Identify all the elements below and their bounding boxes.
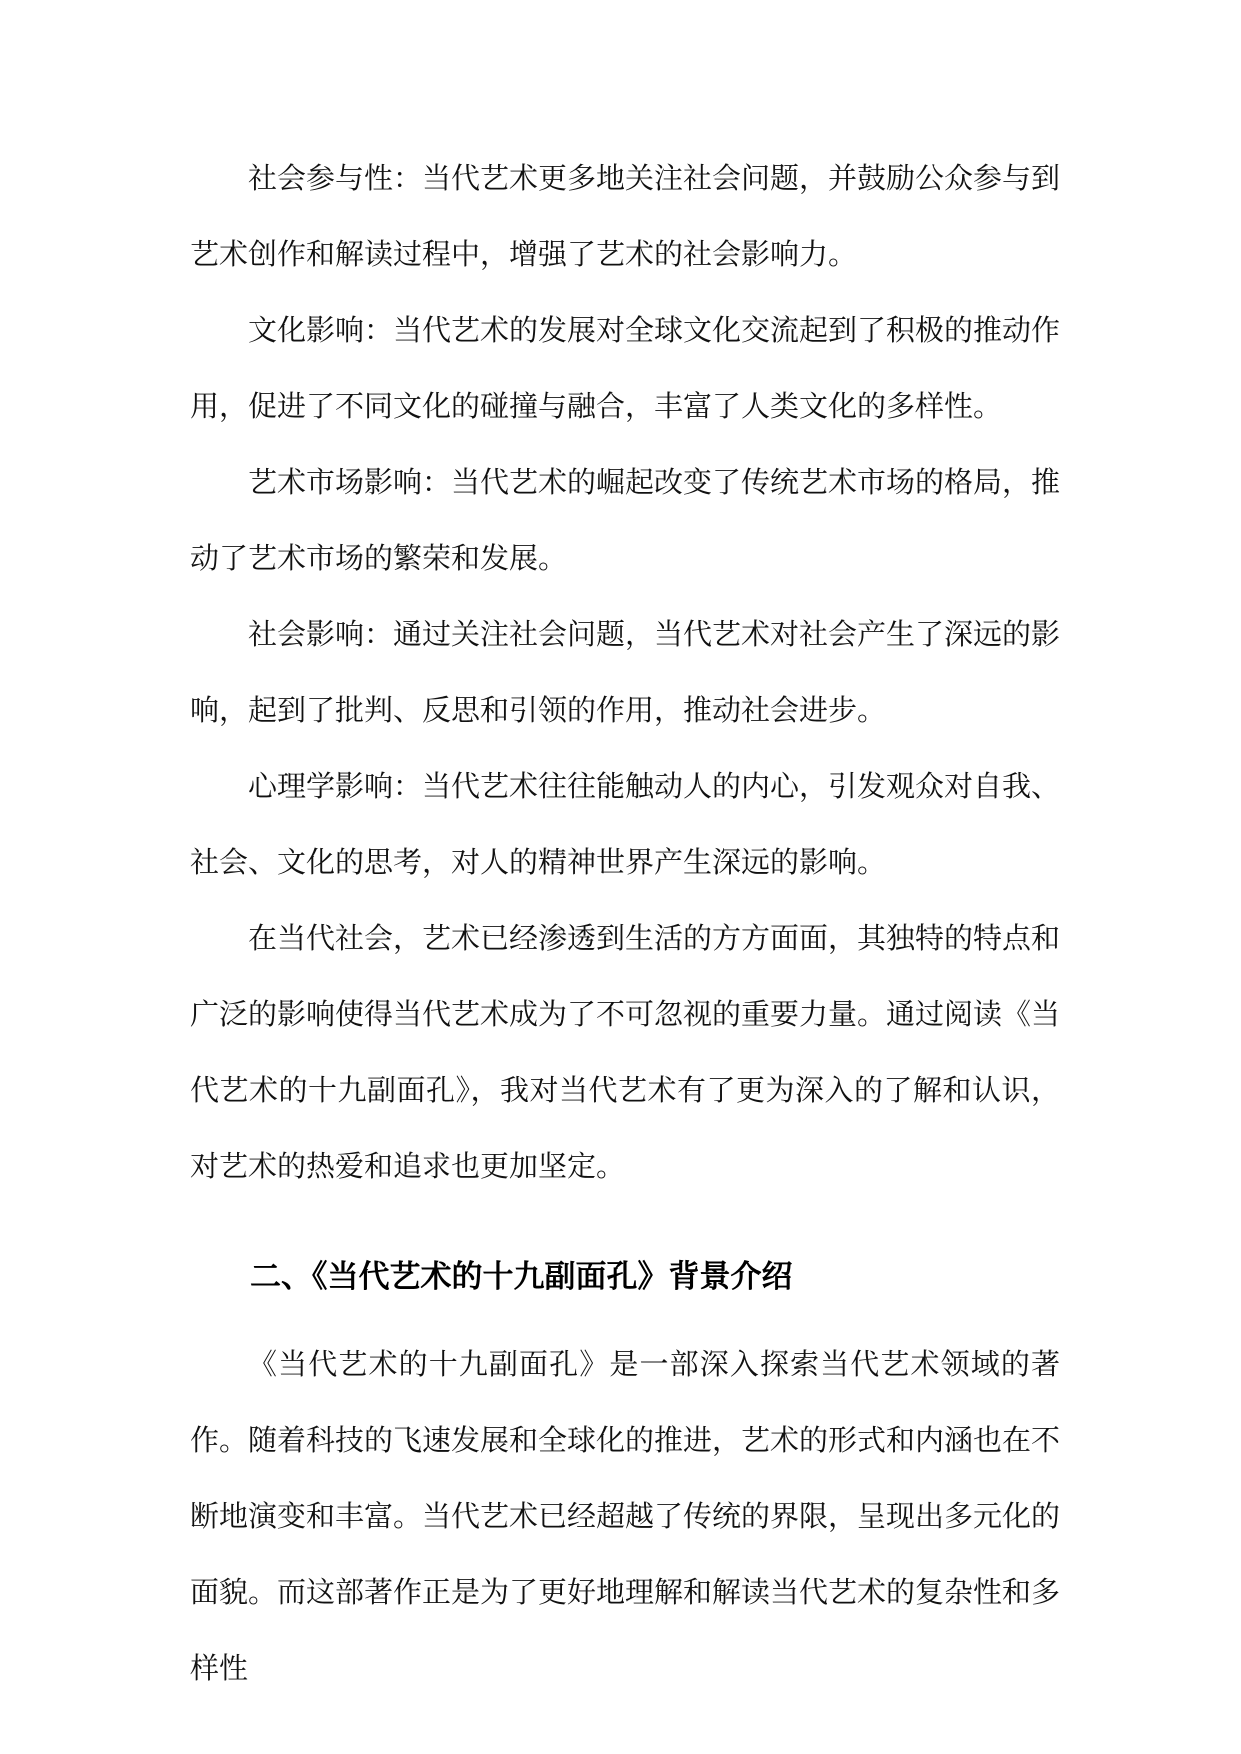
document-body — [190, 140, 1060, 1706]
paragraph-art-market-influence: 艺术市场影响：当代艺术的崛起改变了传统艺术市场的格局，推动了艺术市场的繁荣和发展。 — [190, 465, 1061, 575]
section-heading: 二、《当代艺术的十九副面孔》背景介绍 — [250, 1259, 793, 1295]
paragraph-background-intro: 《当代艺术的十九副面孔》是一部深入探索当代艺术领域的著作。随着科技的飞速发展和全球化的推进，艺术的形式和内涵也在不断地演变和丰富。当代艺术已经超越了传统的界限，呈现出多元化的面貌。而这部著作正是为了更好地理解和解读当代艺术的复杂性和多样性 — [190, 1347, 1061, 1685]
paragraph-social-participation: 社会参与性：当代艺术更多地关注社会问题，并鼓励公众参与到艺术创作和解读过程中，增强了艺术的社会影响力。 — [190, 161, 1061, 271]
paragraph-conclusion: 在当代社会，艺术已经渗透到生活的方方面面，其独特的特点和广泛的影响使得当代艺术成为了不可忽视的重要力量。通过阅读《当代艺术的十九副面孔》，我对当代艺术有了更为深入的了解和认识，对艺术的热爱和追求也更加坚定。 — [190, 921, 1061, 1183]
paragraph-cultural-influence: 文化影响：当代艺术的发展对全球文化交流起到了积极的推动作用，促进了不同文化的碰撞与融合，丰富了人类文化的多样性。 — [190, 313, 1061, 423]
paragraph-psychological-influence: 心理学影响：当代艺术往往能触动人的内心，引发观众对自我、社会、文化的思考，对人的精神世界产生深远的影响。 — [190, 769, 1061, 879]
paragraph-social-influence: 社会影响：通过关注社会问题，当代艺术对社会产生了深远的影响，起到了批判、反思和引领的作用，推动社会进步。 — [190, 617, 1061, 727]
